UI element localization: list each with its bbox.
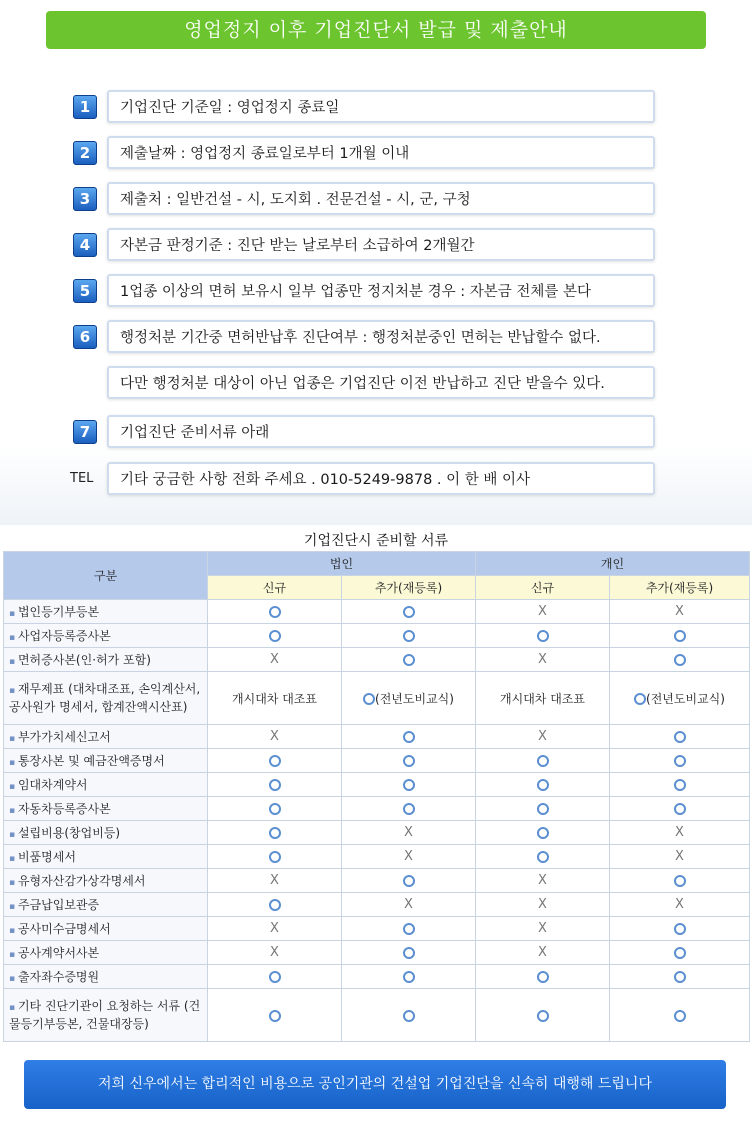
required-circle-icon	[403, 606, 415, 618]
required-circle-icon	[537, 851, 549, 863]
not-required-x-icon: X	[675, 825, 684, 840]
row-cell	[476, 845, 610, 869]
row-label	[4, 773, 208, 797]
bullet-icon: ▪	[9, 830, 18, 840]
not-required-x-icon: X	[538, 729, 547, 744]
not-required-x-icon: X	[270, 873, 279, 888]
row-label-text: 출자좌수증명원	[17, 970, 100, 984]
required-circle-icon	[674, 971, 686, 983]
row-cell	[342, 725, 476, 749]
row-cell	[476, 965, 610, 989]
row-cell	[476, 821, 610, 845]
row-cell	[342, 749, 476, 773]
bullet-icon: ▪	[9, 782, 18, 792]
table-row	[4, 624, 750, 648]
row-cell	[208, 869, 342, 893]
row-cell	[208, 600, 342, 624]
row-label-text: 공사계약서사본	[17, 946, 100, 960]
row-cell	[476, 989, 610, 1042]
not-required-x-icon: X	[404, 825, 413, 840]
header-category: 구분	[4, 552, 208, 600]
bullet-icon: ▪	[9, 806, 18, 816]
step-number-badge: 7	[73, 420, 97, 444]
row-label	[4, 672, 208, 725]
step-text: 1업종 이상의 면허 보유시 일부 업종만 정지처분 경우 : 자본금 전체를 본다	[107, 274, 655, 307]
table-body	[4, 600, 750, 1042]
table-row	[4, 917, 750, 941]
row-cell	[342, 941, 476, 965]
required-circle-icon	[363, 693, 375, 705]
required-circle-icon	[537, 971, 549, 983]
row-label	[4, 821, 208, 845]
required-circle-icon	[634, 693, 646, 705]
not-required-x-icon: X	[270, 729, 279, 744]
row-label	[4, 624, 208, 648]
step-row	[0, 415, 752, 453]
table-row	[4, 773, 750, 797]
required-circle-icon	[674, 803, 686, 815]
row-cell	[476, 624, 610, 648]
row-cell	[208, 725, 342, 749]
row-label-text: 사업자등록증사본	[17, 629, 111, 643]
required-circle-icon	[269, 803, 281, 815]
table-row	[4, 672, 750, 725]
footer-banner: 저희 신우에서는 합리적인 비용으로 공인기관의 건설업 기업진단을 신속히 대행해 드립니다	[24, 1060, 726, 1109]
required-circle-icon	[674, 654, 686, 666]
table-row	[4, 893, 750, 917]
row-cell	[208, 821, 342, 845]
row-cell	[610, 845, 750, 869]
documents-table	[3, 551, 750, 1042]
required-circle-icon	[403, 1010, 415, 1022]
not-required-x-icon: X	[270, 921, 279, 936]
required-circle-icon	[403, 875, 415, 887]
required-circle-icon	[537, 755, 549, 767]
row-label-text: 임대차계약서	[17, 778, 88, 792]
table-row	[4, 845, 750, 869]
required-circle-icon	[403, 971, 415, 983]
bullet-icon: ▪	[9, 974, 18, 984]
row-label	[4, 600, 208, 624]
table-row	[4, 869, 750, 893]
row-label-text: 설립비용(창업비등)	[17, 826, 121, 840]
row-label-text: 공사미수금명세서	[17, 922, 111, 936]
required-circle-icon	[674, 947, 686, 959]
step-text: 기업진단 준비서류 아래	[107, 415, 655, 448]
table-row	[4, 749, 750, 773]
row-cell	[610, 624, 750, 648]
row-label-text: 통장사본 및 예금잔액증명서	[17, 754, 165, 768]
not-required-x-icon: X	[404, 849, 413, 864]
required-circle-icon	[403, 779, 415, 791]
subheader-additional: 추가(재등록)	[610, 576, 750, 600]
bullet-icon: ▪	[9, 657, 18, 667]
bullet-icon: ▪	[9, 734, 18, 744]
required-circle-icon	[269, 606, 281, 618]
row-label	[4, 989, 208, 1042]
step-row	[0, 274, 752, 312]
subheader-new: 신규	[476, 576, 610, 600]
required-circle-icon	[674, 779, 686, 791]
cell-text: 개시대차 대조표	[500, 691, 585, 706]
row-cell	[476, 917, 610, 941]
not-required-x-icon: X	[675, 897, 684, 912]
not-required-x-icon: X	[675, 849, 684, 864]
required-circle-icon	[269, 827, 281, 839]
table-row	[4, 725, 750, 749]
required-circle-icon	[269, 971, 281, 983]
bullet-icon: ▪	[9, 633, 18, 643]
required-circle-icon	[674, 1010, 686, 1022]
required-circle-icon	[269, 630, 281, 642]
title-banner: 영업정지 이후 기업진단서 발급 및 제출안내	[46, 11, 706, 49]
row-cell	[610, 989, 750, 1042]
row-cell	[610, 797, 750, 821]
required-circle-icon	[674, 875, 686, 887]
row-cell	[476, 749, 610, 773]
row-cell	[342, 845, 476, 869]
row-cell	[476, 725, 610, 749]
row-cell	[610, 672, 750, 725]
required-circle-icon	[403, 803, 415, 815]
bullet-icon: ▪	[9, 854, 18, 864]
row-cell	[610, 600, 750, 624]
required-circle-icon	[674, 755, 686, 767]
row-label-text: 유형자산감가상각명세서	[17, 874, 146, 888]
header-corporate: 법인	[208, 552, 476, 576]
row-cell	[610, 965, 750, 989]
row-label-text: 기타 진단기관이 요청하는 서류 (건물등기부등본, 건물대장등)	[9, 999, 201, 1031]
step-text: 다만 행정처분 대상이 아닌 업종은 기업진단 이전 반납하고 진단 받을수 있다.	[107, 366, 655, 399]
table-row	[4, 965, 750, 989]
row-cell	[208, 797, 342, 821]
required-circle-icon	[403, 630, 415, 642]
table-row	[4, 941, 750, 965]
step-text: 제출처 : 일반건설 - 시, 도지회 . 전문건설 - 시, 군, 구청	[107, 182, 655, 215]
step-row	[0, 182, 752, 220]
row-cell	[342, 600, 476, 624]
row-cell	[476, 941, 610, 965]
tel-label: TEL	[70, 471, 94, 486]
row-label-text: 자동차등록증사본	[17, 802, 111, 816]
row-cell	[610, 648, 750, 672]
not-required-x-icon: X	[538, 945, 547, 960]
required-circle-icon	[403, 923, 415, 935]
row-cell	[610, 749, 750, 773]
row-cell	[610, 917, 750, 941]
not-required-x-icon: X	[538, 604, 547, 619]
not-required-x-icon: X	[675, 604, 684, 619]
row-label	[4, 845, 208, 869]
required-circle-icon	[537, 779, 549, 791]
row-cell	[208, 749, 342, 773]
bullet-icon: ▪	[9, 878, 18, 888]
row-cell	[208, 941, 342, 965]
row-cell	[476, 773, 610, 797]
subheader-new: 신규	[208, 576, 342, 600]
required-circle-icon	[674, 630, 686, 642]
step-text: 행정처분 기간중 면허반납후 진단여부 : 행정처분중인 면허는 반납할수 없다.	[107, 320, 655, 353]
row-cell	[342, 893, 476, 917]
bullet-icon: ▪	[9, 950, 18, 960]
cell-note: (전년도비교식)	[646, 691, 725, 706]
step-text: 자본금 판정기준 : 진단 받는 날로부터 소급하여 2개월간	[107, 228, 655, 261]
step-row	[0, 366, 752, 404]
not-required-x-icon: X	[538, 921, 547, 936]
row-cell	[342, 773, 476, 797]
table-row	[4, 600, 750, 624]
subheader-additional: 추가(재등록)	[342, 576, 476, 600]
row-label	[4, 893, 208, 917]
required-circle-icon	[403, 731, 415, 743]
table-row	[4, 989, 750, 1042]
step-row	[0, 320, 752, 358]
bullet-icon: ▪	[9, 609, 18, 619]
row-label-text: 면허증사본(인·허가 포함)	[17, 653, 151, 667]
table-row	[4, 797, 750, 821]
row-cell	[342, 869, 476, 893]
step-text: 기업진단 기준일 : 영업정지 종료일	[107, 90, 655, 123]
row-cell	[208, 893, 342, 917]
row-cell	[342, 965, 476, 989]
required-circle-icon	[403, 947, 415, 959]
row-cell	[342, 624, 476, 648]
header-individual: 개인	[476, 552, 750, 576]
row-label	[4, 941, 208, 965]
row-cell	[342, 797, 476, 821]
row-cell	[476, 600, 610, 624]
step-number-badge: 6	[73, 325, 97, 349]
step-number-badge: 3	[73, 187, 97, 211]
step-number-badge: 2	[73, 141, 97, 165]
not-required-x-icon: X	[270, 945, 279, 960]
step-row	[0, 136, 752, 174]
required-circle-icon	[403, 654, 415, 666]
row-cell	[476, 672, 610, 725]
row-label	[4, 725, 208, 749]
required-circle-icon	[537, 1010, 549, 1022]
row-cell	[342, 672, 476, 725]
not-required-x-icon: X	[404, 897, 413, 912]
not-required-x-icon: X	[538, 897, 547, 912]
bullet-icon: ▪	[9, 686, 18, 696]
row-cell	[476, 893, 610, 917]
not-required-x-icon: X	[538, 652, 547, 667]
row-cell	[208, 624, 342, 648]
table-row	[4, 821, 750, 845]
row-cell	[476, 869, 610, 893]
step-row	[0, 90, 752, 128]
bullet-icon: ▪	[9, 758, 18, 768]
row-cell	[208, 845, 342, 869]
required-circle-icon	[403, 755, 415, 767]
required-circle-icon	[674, 731, 686, 743]
row-cell	[610, 869, 750, 893]
row-label	[4, 648, 208, 672]
required-circle-icon	[537, 803, 549, 815]
not-required-x-icon: X	[270, 652, 279, 667]
row-label-text: 법인등기부등본	[17, 605, 100, 619]
row-cell	[610, 821, 750, 845]
row-label	[4, 869, 208, 893]
required-circle-icon	[537, 827, 549, 839]
row-cell	[208, 965, 342, 989]
step-text: 제출날짜 : 영업정지 종료일로부터 1개월 이내	[107, 136, 655, 169]
bullet-icon: ▪	[9, 1003, 18, 1013]
row-cell	[208, 648, 342, 672]
row-label-text: 비품명세서	[17, 850, 76, 864]
row-cell	[342, 821, 476, 845]
step-row	[0, 228, 752, 266]
row-cell	[208, 773, 342, 797]
row-label	[4, 917, 208, 941]
row-cell	[610, 773, 750, 797]
step-number-badge: 5	[73, 279, 97, 303]
row-cell	[476, 648, 610, 672]
row-label	[4, 749, 208, 773]
table-row	[4, 648, 750, 672]
row-cell	[610, 941, 750, 965]
required-circle-icon	[269, 779, 281, 791]
tel-row	[0, 462, 752, 500]
required-circle-icon	[269, 851, 281, 863]
required-circle-icon	[537, 630, 549, 642]
cell-note: (전년도비교식)	[375, 691, 454, 706]
required-circle-icon	[269, 1010, 281, 1022]
row-cell	[342, 648, 476, 672]
required-circle-icon	[269, 755, 281, 767]
tel-text: 기타 궁금한 사항 전화 주세요 . 010-5249-9878 . 이 한 배 이사	[107, 462, 655, 495]
bullet-icon: ▪	[9, 902, 18, 912]
step-number-badge: 1	[73, 95, 97, 119]
row-cell	[610, 893, 750, 917]
row-cell	[208, 917, 342, 941]
required-circle-icon	[674, 923, 686, 935]
row-label-text: 재무제표 (대차대조표, 손익계산서,공사원가 명세서, 합계잔액시산표)	[9, 682, 201, 714]
row-cell	[476, 797, 610, 821]
table-caption: 기업진단시 준비할 서류	[303, 533, 449, 549]
row-label	[4, 797, 208, 821]
step-number-badge: 4	[73, 233, 97, 257]
row-label-text: 주금납입보관증	[17, 898, 100, 912]
row-label	[4, 965, 208, 989]
row-cell	[342, 917, 476, 941]
required-circle-icon	[269, 899, 281, 911]
row-cell	[342, 989, 476, 1042]
cell-text: 개시대차 대조표	[232, 691, 317, 706]
row-cell	[208, 672, 342, 725]
row-cell	[208, 989, 342, 1042]
bullet-icon: ▪	[9, 926, 18, 936]
row-label-text: 부가가치세신고서	[17, 730, 111, 744]
row-cell	[610, 725, 750, 749]
not-required-x-icon: X	[538, 873, 547, 888]
